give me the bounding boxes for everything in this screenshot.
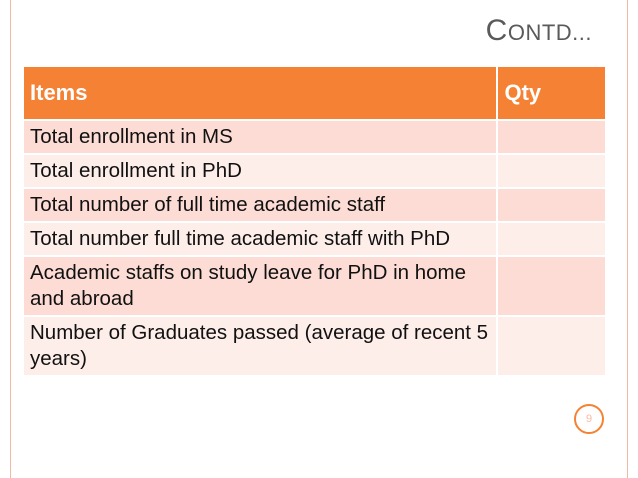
table-row [23, 154, 606, 188]
row-qty [497, 316, 606, 376]
row-item: Academic staffs on study leave for PhD in home and abroad [23, 256, 497, 316]
row-qty [497, 256, 606, 316]
slide-title-rest: ONTD... [507, 20, 592, 45]
slide-frame-left-line [10, 0, 11, 478]
table-row [23, 222, 606, 256]
row-qty [497, 120, 606, 154]
header-qty: Qty [497, 66, 606, 120]
table-row [23, 120, 606, 154]
row-item: Total number of full time academic staff [23, 188, 497, 222]
row-qty [497, 188, 606, 222]
items-table [22, 65, 607, 377]
slide-title-initial: C [485, 14, 508, 47]
table-header-row [23, 66, 606, 120]
table-row [23, 256, 606, 316]
row-qty [497, 154, 606, 188]
row-qty [497, 222, 606, 256]
slide-frame-right-line [627, 0, 628, 478]
page-number-badge: 9 [574, 404, 604, 434]
header-items: Items [23, 66, 497, 120]
row-item: Total enrollment in MS [23, 120, 497, 154]
row-item: Total enrollment in PhD [23, 154, 497, 188]
row-item: Total number full time academic staff with PhD [23, 222, 497, 256]
row-item: Number of Graduates passed (average of recent 5 years) [23, 316, 497, 376]
table-row [23, 316, 606, 376]
slide-title [486, 14, 592, 48]
table-row [23, 188, 606, 222]
